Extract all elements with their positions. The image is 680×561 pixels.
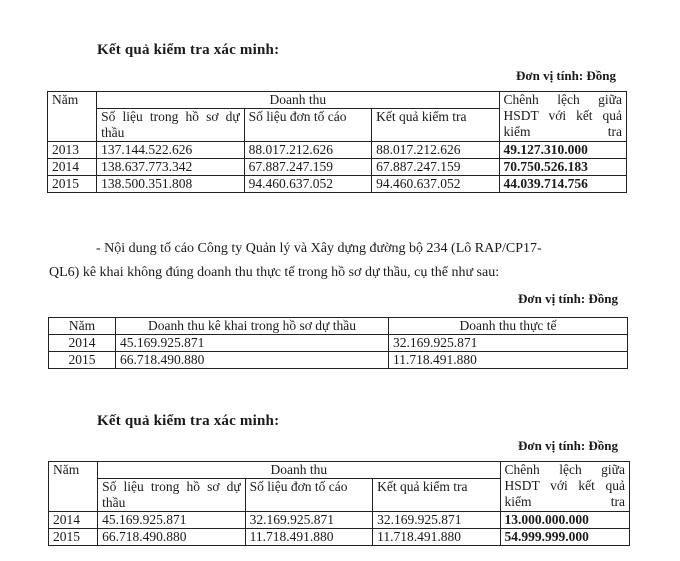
- col-year-header: Năm: [49, 462, 98, 512]
- diff-cell: 13.000.000.000: [500, 512, 629, 529]
- complaint-paragraph-line2: QL6) kê khai không đúng doanh thu thực tế trong hồ sơ dự thầu, cụ thể như sau:: [49, 265, 500, 280]
- year-cell: 2014: [48, 159, 97, 176]
- col-declared-header: Doanh thu kê khai trong hồ sơ dự thầu: [116, 318, 389, 335]
- sub-header-bid: Số liệu trong hồ sơ dự thầu: [97, 109, 245, 142]
- sub-header-result: Kết quả kiểm tra: [372, 109, 499, 142]
- section-heading: Kết quả kiểm tra xác minh:: [97, 42, 280, 58]
- verification-table-2: [48, 461, 630, 546]
- value-cell: 32.169.925.871: [373, 512, 500, 529]
- year-cell: 2014: [49, 335, 116, 352]
- value-cell: 11.718.491.880: [373, 529, 500, 546]
- col-year-header: Năm: [48, 92, 97, 142]
- table-row: [49, 512, 630, 529]
- value-cell: 88.017.212.626: [372, 142, 499, 159]
- value-cell: 137.144.522.626: [97, 142, 245, 159]
- value-cell: 67.887.247.159: [244, 159, 371, 176]
- value-cell: 66.718.490.880: [98, 529, 246, 546]
- diff-cell: 44.039.714.756: [499, 176, 626, 193]
- year-cell: 2014: [49, 512, 98, 529]
- value-cell: 138.637.773.342: [97, 159, 245, 176]
- diff-cell: 49.127.310.000: [499, 142, 626, 159]
- value-cell: 11.718.491.880: [245, 529, 372, 546]
- year-cell: 2015: [49, 352, 116, 369]
- unit-label: Đơn vị tính: Đồng: [518, 438, 619, 453]
- col-actual-header: Doanh thu thực tế: [389, 318, 628, 335]
- table-row: [48, 142, 627, 159]
- table-row: [49, 352, 628, 369]
- year-cell: 2015: [48, 176, 97, 193]
- table-row: [49, 335, 628, 352]
- value-cell: 138.500.351.808: [97, 176, 245, 193]
- diff-cell: 70.750.526.183: [499, 159, 626, 176]
- year-cell: 2015: [49, 529, 98, 546]
- year-cell: 2013: [48, 142, 97, 159]
- section-heading: Kết quả kiểm tra xác minh:: [97, 413, 280, 429]
- unit-label: Đơn vị tính: Đồng: [518, 291, 619, 306]
- revenue-group-header: Doanh thu: [98, 462, 500, 479]
- diff-header: Chênh lệch giữa HSDT với kết quả kiểm tra: [499, 92, 626, 142]
- value-cell: 94.460.637.052: [372, 176, 499, 193]
- declared-revenue-table: [48, 317, 628, 369]
- value-cell: 45.169.925.871: [98, 512, 246, 529]
- value-cell: 32.169.925.871: [245, 512, 372, 529]
- value-cell: 94.460.637.052: [244, 176, 371, 193]
- table-row: [48, 159, 627, 176]
- unit-label: Đơn vị tính: Đồng: [516, 68, 617, 83]
- actual-cell: 11.718.491.880: [389, 352, 628, 369]
- col-year-header: Năm: [49, 318, 116, 335]
- declared-cell: 45.169.925.871: [116, 335, 389, 352]
- table-row: [48, 176, 627, 193]
- value-cell: 88.017.212.626: [244, 142, 371, 159]
- value-cell: 67.887.247.159: [372, 159, 499, 176]
- sub-header-bid: Số liệu trong hồ sơ dự thầu: [98, 479, 246, 512]
- declared-cell: 66.718.490.880: [116, 352, 389, 369]
- sub-header-result: Kết quả kiểm tra: [373, 479, 500, 512]
- diff-header: Chênh lệch giữa HSDT với kết quả kiểm tra: [500, 462, 629, 512]
- revenue-group-header: Doanh thu: [97, 92, 499, 109]
- diff-cell: 54.999.999.000: [500, 529, 629, 546]
- complaint-paragraph-line1: - Nội dung tố cáo Công ty Quản lý và Xây dựng đường bộ 234 (Lô RAP/CP17-: [96, 241, 542, 256]
- table-row: [49, 529, 630, 546]
- verification-table-1: [47, 91, 627, 193]
- sub-header-complaint: Số liệu đơn tố cáo: [245, 479, 372, 512]
- sub-header-complaint: Số liệu đơn tố cáo: [244, 109, 371, 142]
- actual-cell: 32.169.925.871: [389, 335, 628, 352]
